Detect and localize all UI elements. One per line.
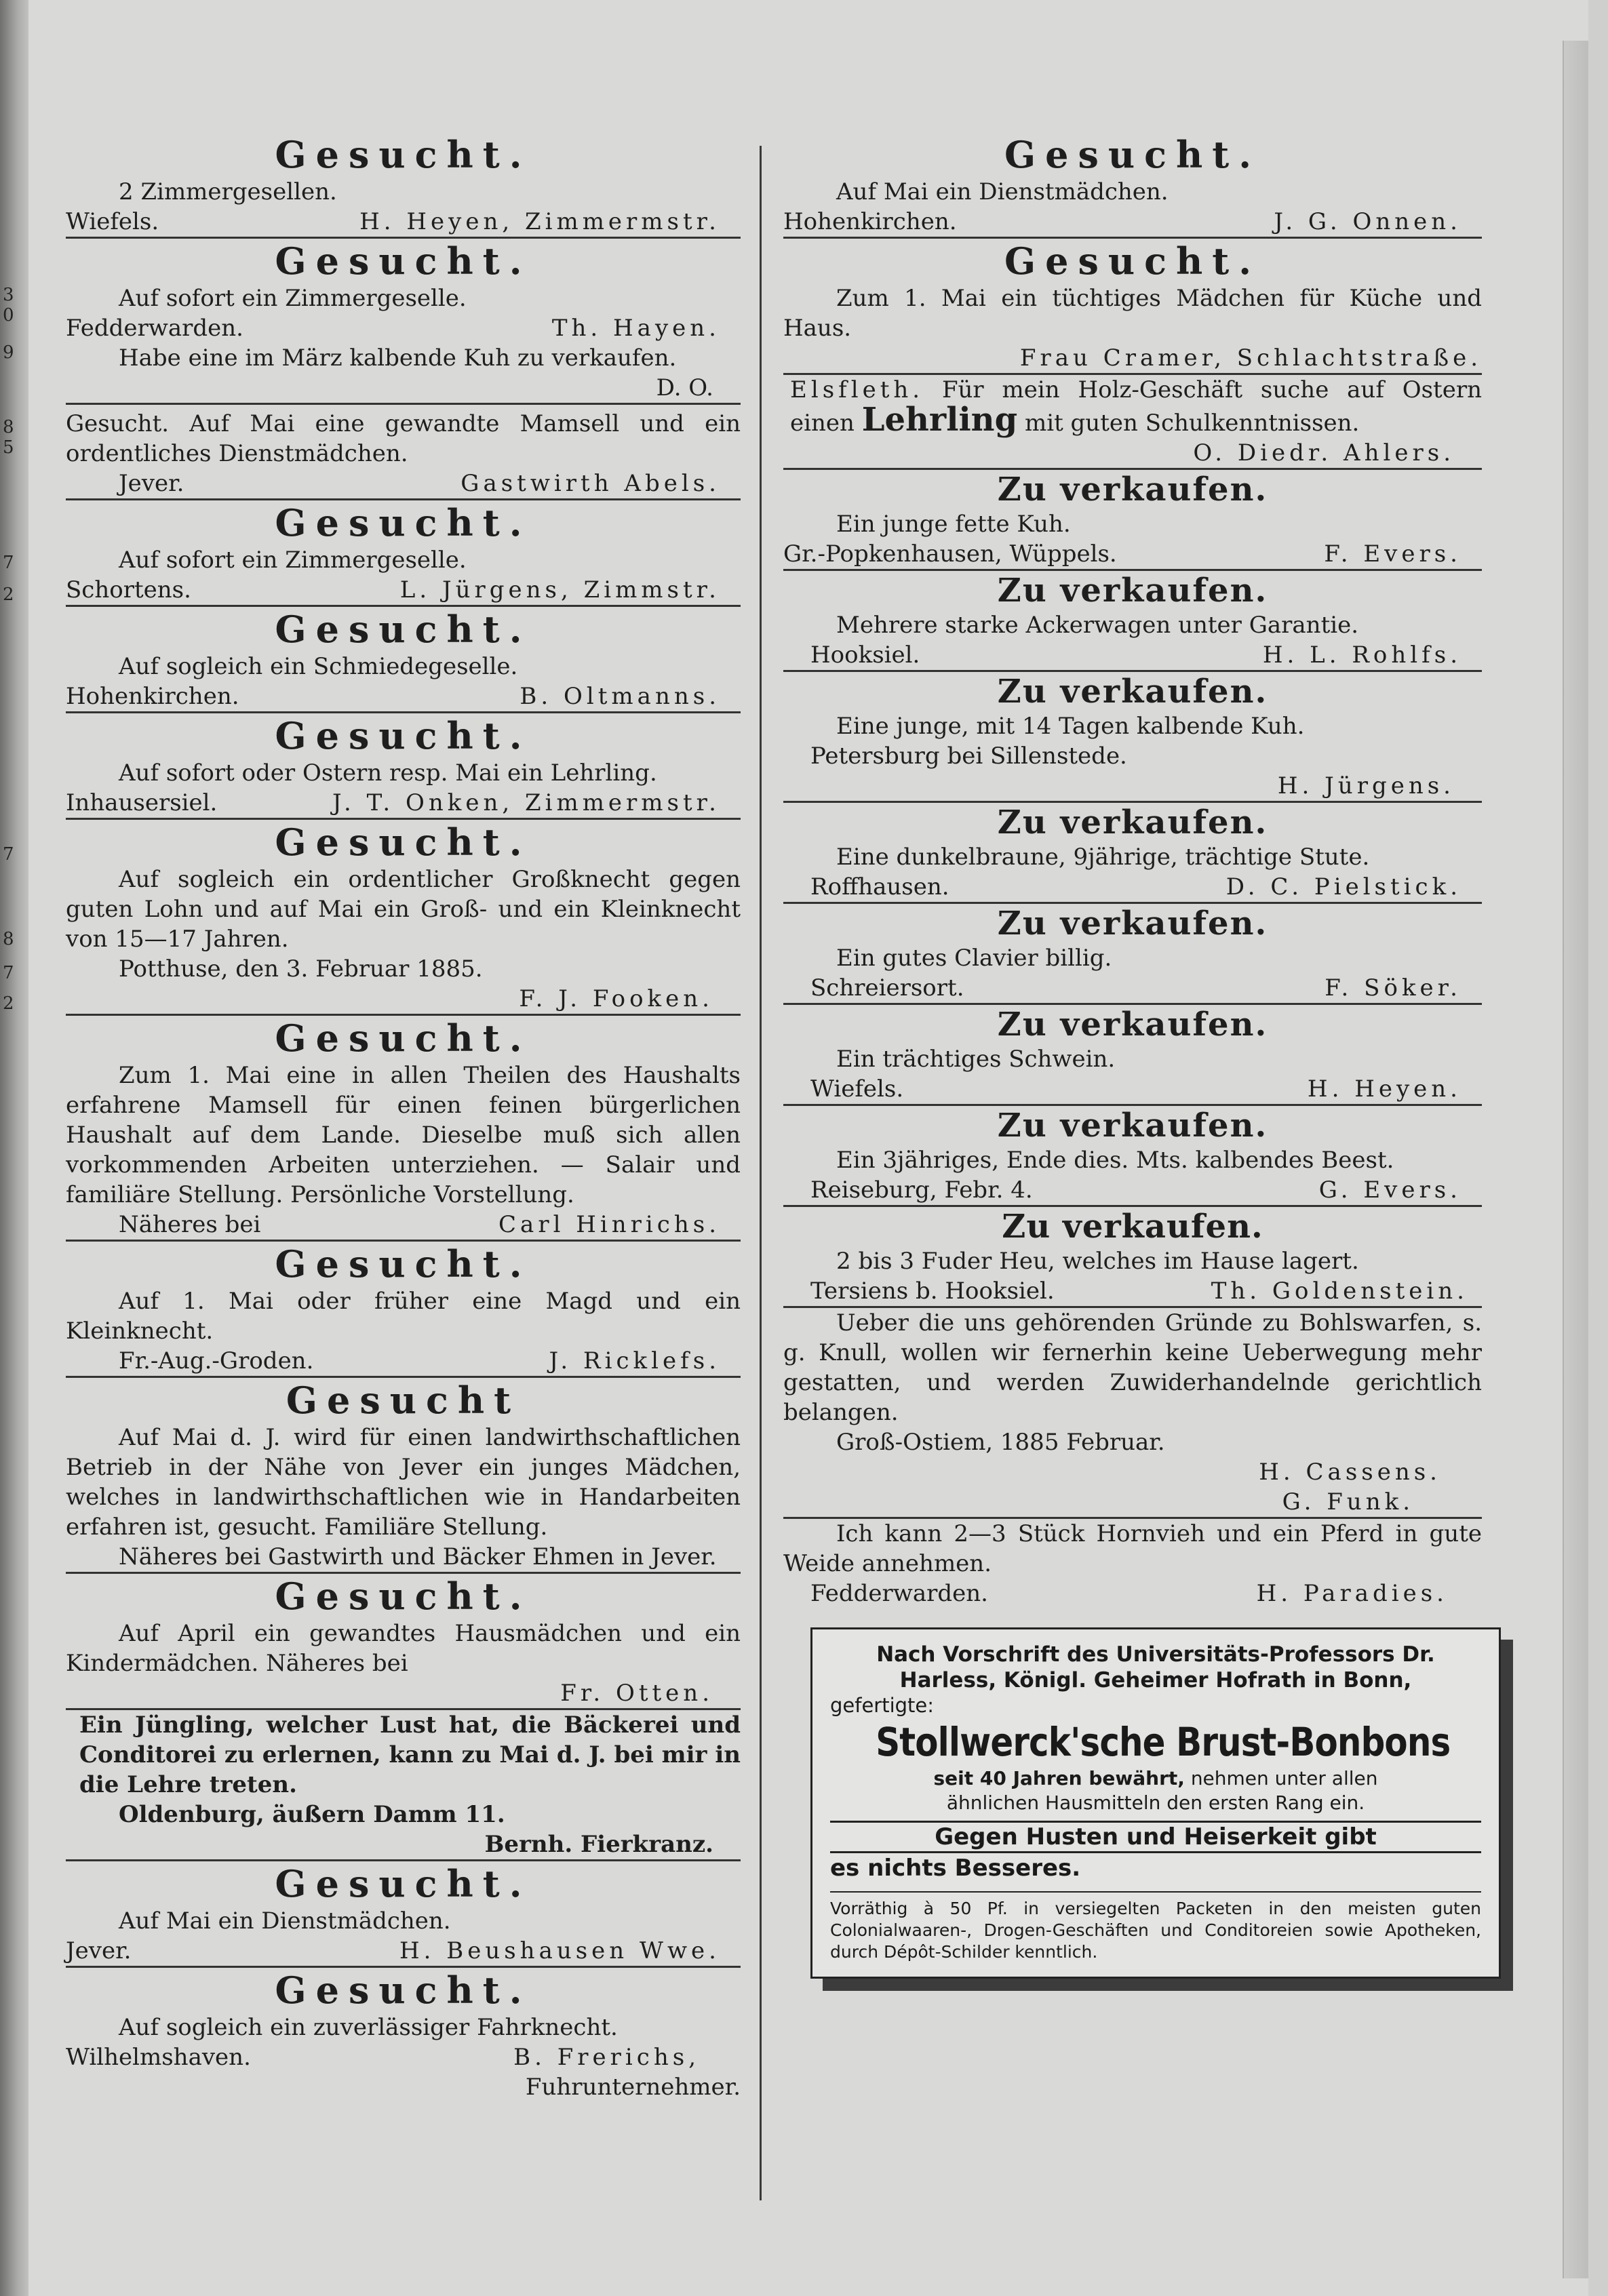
ad-location: Näheres bei <box>119 1211 261 1238</box>
ad-text: Auf Mai d. J. wird für einen landwirthschaftlichen Betrieb in der Nähe von Jever ein junges Mädchen, welches in landwirthschaftlichen wie in Handarbeiten erfahren ist, gesucht. Familiäre Stellung. <box>66 1424 741 1541</box>
ad-heading: Gesucht. <box>275 1242 532 1286</box>
ad-text: Auf sogleich ein ordentlicher Großknecht gegen guten Lohn und auf Mai ein Groß- und ein Kleinknecht von 15—17 Jahren. <box>66 866 741 953</box>
ad-signature: H. L. Rohlfs. <box>1262 641 1462 669</box>
book-binding <box>0 0 28 2296</box>
classified-ad <box>783 1005 1482 1106</box>
ad-location: Fedderwarden. <box>810 1580 988 1607</box>
ad-heading: Gesucht. <box>1004 239 1261 283</box>
newspaper-page <box>28 0 1588 2296</box>
classified-ad <box>66 132 741 239</box>
ad-text-part: mit guten Schulkenntnissen. <box>1024 410 1360 437</box>
ad-signature: O. Diedr. Ahlers. <box>1193 439 1455 467</box>
ad-heading: Gesucht. <box>275 133 532 176</box>
ad-heading: Zu verkaufen. <box>997 471 1268 509</box>
ad-heading: Gesucht. <box>275 1575 532 1618</box>
binding-number: 8 <box>3 417 14 437</box>
ad-heading: Gesucht. <box>275 820 532 864</box>
ad-date: Potthuse, den 3. Februar 1885. <box>119 955 483 983</box>
ad-text: Ich kann 2—3 Stück Hornvieh und ein Pferd in gute Weide annehmen. <box>783 1520 1482 1577</box>
advert-claim <box>830 1766 1481 1791</box>
ad-text: Näheres bei Gastwirth und Bäcker Ehmen in Jever. <box>119 1543 717 1570</box>
classified-ad <box>66 1968 741 2102</box>
binding-number: 0 <box>3 305 14 325</box>
classified-ad <box>66 713 741 820</box>
classified-ad <box>783 904 1482 1005</box>
ad-text: Habe eine im März kalbende Kuh zu verkaufen. <box>119 344 677 372</box>
ad-signature: H. Beushausen Wwe. <box>399 1937 720 1964</box>
ad-text: Auf Mai ein Dienstmädchen. <box>119 1907 451 1935</box>
ad-signature: H. Cassens. <box>1259 1459 1441 1486</box>
ad-text: Auf sofort oder Ostern resp. Mai ein Lehrling. <box>119 759 657 787</box>
ad-text: 2 bis 3 Fuder Heu, welches im Hause lagert. <box>836 1248 1359 1275</box>
ad-signature: B. Frerichs, <box>513 2044 700 2071</box>
ad-text: Ein 3jähriges, Ende dies. Mts. kalbendes Beest. <box>836 1147 1394 1174</box>
ad-text: Eine junge, mit 14 Tagen kalbende Kuh. <box>836 713 1305 740</box>
advert-brand: Stollwerck'sche Brust-Bonbons <box>876 1719 1451 1765</box>
column-divider <box>760 146 762 2200</box>
ad-location: Elsfleth. <box>790 376 924 403</box>
ad-location: Jever. <box>66 1937 132 1964</box>
ad-text: Ueber die uns gehörenden Gründe zu Bohlswarfen, s. g. Knull, wollen wir fernerhin keine Ueberwegung mehr gestatten, und werden Zuwiderhandelnde gerichtlich belangen. <box>783 1309 1482 1426</box>
ad-signature: J. T. Onken, Zimmermstr. <box>332 789 720 816</box>
ad-date: Oldenburg, äußern Damm 11. <box>119 1801 505 1828</box>
right-column <box>783 132 1482 1979</box>
advert-intro: gefertigte: <box>830 1694 935 1717</box>
ad-text: Auf sogleich ein Schmiedegeselle. <box>119 653 518 680</box>
ad-text: Zum 1. Mai eine in allen Theilen des Haushalts erfahrene Mamsell für einen feinen bürgerlichen Haushalt auf dem Lande. Dieselbe muß sich allen vorkommenden Arbeiten unterziehen. — Salair und familiäre Stellung. Persönliche Vorstellung. <box>66 1062 741 1208</box>
ad-location: Inhausersiel. <box>66 789 218 816</box>
ad-location: Hohenkirchen. <box>783 208 957 235</box>
ad-text: Auf sogleich ein zuverlässiger Fahrknecht. <box>119 2014 618 2041</box>
classified-ad <box>66 1016 741 1242</box>
ad-heading: Zu verkaufen. <box>997 572 1268 610</box>
ad-text <box>783 375 1482 438</box>
ad-heading: Gesucht <box>286 1379 521 1422</box>
classified-ad <box>783 1207 1482 1308</box>
ad-signature: F. Evers. <box>1324 540 1462 568</box>
ad-signature: H. Jürgens. <box>1277 772 1455 799</box>
stollwerck-advertisement <box>810 1627 1501 1979</box>
ad-location: Fr.-Aug.-Groden. <box>119 1347 314 1374</box>
ad-heading: Gesucht. <box>275 608 532 651</box>
ad-location: Wilhelmshaven. <box>66 2044 251 2071</box>
page-edge <box>1563 41 1588 2278</box>
classified-ad <box>783 375 1482 470</box>
ad-text: Auf Mai ein Dienstmädchen. <box>836 178 1169 205</box>
ad-signature: Gastwirth Abels. <box>460 470 720 497</box>
ad-signature: H. Heyen. <box>1307 1075 1462 1103</box>
ad-location: Gr.-Popkenhausen, Wüppels. <box>783 540 1117 568</box>
ad-heading: Zu verkaufen. <box>997 905 1268 943</box>
ad-location: Hooksiel. <box>810 641 920 669</box>
ad-location: Petersburg bei Sillenstede. <box>810 743 1127 770</box>
ad-text: Auf sofort ein Zimmergeselle. <box>119 547 467 574</box>
binding-number: 7 <box>3 553 14 573</box>
classified-ad <box>66 607 741 713</box>
binding-number: 8 <box>3 929 14 949</box>
classified-ad <box>783 470 1482 571</box>
ad-text: Ein Jüngling, welcher Lust hat, die Bäckerei und Conditorei zu erlernen, kann zu Mai d. J. bei mir in die Lehre treten. <box>79 1711 741 1798</box>
advert-slogan: Gegen Husten und Heiserkeit gibt <box>830 1821 1481 1853</box>
classified-ad <box>66 409 741 500</box>
ad-signature: J. G. Onnen. <box>1274 208 1462 235</box>
ad-text: Auf April ein gewandtes Hausmädchen und ein Kindermädchen. Näheres bei <box>66 1620 741 1677</box>
ad-text: Auf 1. Mai oder früher eine Magd und ein Kleinknecht. <box>66 1288 741 1345</box>
ad-location: Schortens. <box>66 576 191 603</box>
binding-number: 7 <box>3 963 14 983</box>
ad-text: Ein gutes Clavier billig. <box>836 945 1112 972</box>
ad-signature: H. Heyen, Zimmermstr. <box>359 208 720 235</box>
advert-intro: Nach Vorschrift des Universitäts-Professors Dr. <box>876 1642 1435 1667</box>
binding-number: 5 <box>3 437 14 458</box>
binding-number: 2 <box>3 993 14 1014</box>
classified-ad <box>783 1308 1482 1519</box>
ad-signature: Fr. Otten. <box>560 1680 713 1707</box>
ad-heading: Zu verkaufen. <box>997 804 1268 842</box>
classified-ad <box>66 500 741 607</box>
binding-number: 9 <box>3 342 14 363</box>
classified-ad <box>66 1242 741 1378</box>
ad-location: Fedderwarden. <box>66 315 243 342</box>
classified-ad <box>783 1519 1482 1608</box>
ad-keyword: Lehrling <box>861 401 1018 439</box>
ad-heading: Gesucht. <box>275 501 532 545</box>
ad-text: Auf sofort ein Zimmergeselle. <box>119 285 467 312</box>
ad-signature: Carl Hinrichs. <box>498 1211 720 1238</box>
ad-signature: Bernh. Fierkranz. <box>484 1831 713 1858</box>
classified-ad <box>66 820 741 1016</box>
classified-ad <box>66 1574 741 1710</box>
ad-location: Wiefels. <box>66 208 159 235</box>
advert-slogan: es nichts Besseres. <box>830 1855 1081 1882</box>
ad-signature: F. Söker. <box>1325 974 1462 1002</box>
classified-ad <box>66 1861 741 1968</box>
ad-signature: Th. Goldenstein. <box>1211 1278 1468 1305</box>
classified-ad <box>783 132 1482 239</box>
ad-signature: B. Oltmanns. <box>519 683 720 710</box>
classified-ad <box>783 1106 1482 1207</box>
ad-signature: G. Funk. <box>1282 1488 1414 1516</box>
ad-signature: Th. Hayen. <box>551 315 720 342</box>
classified-ad <box>783 571 1482 672</box>
ad-location: Tersiens b. Hooksiel. <box>810 1278 1055 1305</box>
ad-text: Gesucht. Auf Mai eine gewandte Mamsell und ein ordentliches Dienstmädchen. <box>66 410 741 467</box>
ad-text: Mehrere starke Ackerwagen unter Garantie. <box>836 612 1359 639</box>
ad-heading: Gesucht. <box>275 1016 532 1060</box>
ad-location: Hohenkirchen. <box>66 683 239 710</box>
ad-heading: Gesucht. <box>275 1862 532 1905</box>
left-column <box>66 132 741 2102</box>
ad-heading: Gesucht. <box>275 239 532 283</box>
classified-ad <box>66 239 741 405</box>
ad-text: Eine dunkelbraune, 9jährige, trächtige Stute. <box>836 844 1370 871</box>
ad-signature: J. Ricklefs. <box>549 1347 720 1374</box>
ad-signature: G. Evers. <box>1318 1176 1462 1204</box>
ad-heading: Gesucht. <box>1004 133 1261 176</box>
ad-signature: F. J. Fooken. <box>519 985 713 1012</box>
classified-ad <box>783 672 1482 803</box>
ad-heading: Zu verkaufen. <box>997 1107 1268 1145</box>
ad-signature: H. Paradies. <box>1256 1580 1448 1607</box>
binding-number: 2 <box>3 585 14 605</box>
ad-location: Roffhausen. <box>810 873 949 900</box>
ad-text: 2 Zimmergesellen. <box>119 178 337 205</box>
ad-text-part: Für mein Holz-Geschäft suche auf Ostern einen <box>790 376 1482 437</box>
ad-signature: D. O. <box>656 374 713 401</box>
ad-signature-title: Fuhrunternehmer. <box>525 2074 741 2101</box>
ad-text: Ein trächtiges Schwein. <box>836 1046 1116 1073</box>
ad-signature: Frau Cramer, Schlachtstraße. <box>1019 344 1482 372</box>
ad-location: Jever. <box>119 470 184 497</box>
ad-heading: Gesucht. <box>275 1968 532 2012</box>
advert-claim-text: nehmen unter allen <box>1190 1767 1378 1789</box>
ad-heading: Zu verkaufen. <box>997 673 1268 711</box>
ad-text: Ein junge fette Kuh. <box>836 511 1071 538</box>
ad-heading: Gesucht. <box>275 714 532 757</box>
advert-intro: Harless, Königl. Geheimer Hofrath in Bonn, <box>899 1668 1412 1693</box>
classified-ad <box>66 1710 741 1861</box>
advert-claim: ähnlichen Hausmitteln den ersten Rang ein. <box>946 1792 1365 1814</box>
binding-number: 7 <box>3 844 14 865</box>
classified-ad <box>783 239 1482 375</box>
ad-location: Schreiersort. <box>810 974 964 1002</box>
classified-ad <box>66 1378 741 1574</box>
ad-heading: Zu verkaufen. <box>997 1006 1268 1044</box>
advert-claim-bold: seit 40 Jahren bewährt, <box>933 1767 1185 1789</box>
advert-stock-info: Vorräthig à 50 Pf. in versiegelten Packeten in den meisten guten Colonialwaaren-, Drogen-Geschäften und Conditoreien sowie Apotheken, durch Dépôt-Schilder kenntlich. <box>830 1891 1481 1963</box>
ad-heading: Zu verkaufen. <box>1002 1208 1263 1246</box>
classified-ad <box>783 803 1482 904</box>
ad-location: Wiefels. <box>810 1075 904 1103</box>
ad-signature: D. C. Pielstick. <box>1225 873 1462 900</box>
ad-signature: L. Jürgens, Zimmstr. <box>399 576 720 603</box>
binding-number: 3 <box>3 285 14 305</box>
ad-date: Groß-Ostiem, 1885 Februar. <box>836 1429 1165 1456</box>
ad-location: Reiseburg, Febr. 4. <box>810 1176 1033 1204</box>
ad-text: Zum 1. Mai ein tüchtiges Mädchen für Küche und Haus. <box>783 285 1482 342</box>
